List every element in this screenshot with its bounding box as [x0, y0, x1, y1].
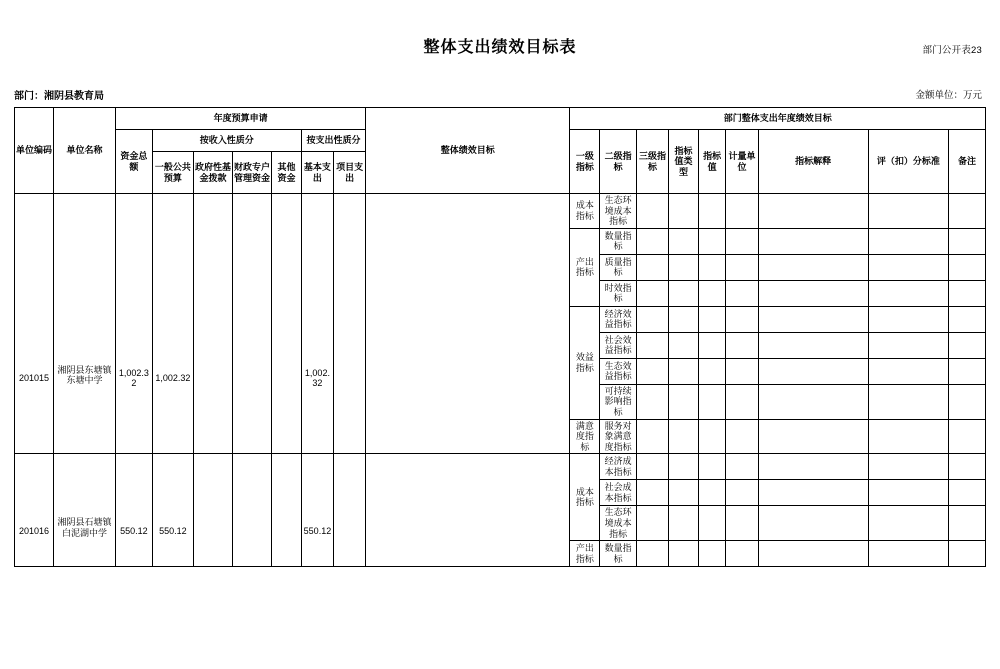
- cell-level2: 质量指标: [600, 254, 637, 280]
- cell-basic-expense: 550.12: [301, 454, 333, 567]
- col-fund-total: 资金总额: [115, 130, 152, 194]
- col-gov-fund: 政府性基金拨款: [194, 152, 233, 194]
- cell-level2: 数量指标: [600, 541, 637, 567]
- col-unit-code: 单位编码: [15, 108, 54, 194]
- col-overall-goal: 整体绩效目标: [366, 108, 570, 194]
- cell-indicator-value: [698, 506, 726, 541]
- cell-score-standard: [868, 506, 948, 541]
- cell-score-standard: [868, 254, 948, 280]
- cell-score-standard: [868, 541, 948, 567]
- cell-indicator-value-type: [669, 506, 699, 541]
- cell-indicator-value: [698, 306, 726, 332]
- cell-indicator-explain: [758, 419, 868, 454]
- performance-goal-table: [14, 107, 986, 567]
- cell-remark: [949, 194, 986, 229]
- cell-indicator-value-type: [669, 358, 699, 384]
- col-basic-expense: 基本支出: [301, 152, 333, 194]
- cell-indicator-explain: [758, 541, 868, 567]
- amount-unit-label: 金额单位：万元: [915, 90, 982, 101]
- cell-level1: 成本指标: [570, 194, 600, 229]
- cell-indicator-explain: [758, 194, 868, 229]
- cell-indicator-explain: [758, 228, 868, 254]
- cell-indicator-value-type: [669, 419, 699, 454]
- cell-fund-total: 550.12: [115, 454, 152, 567]
- col-score-standard: 评（扣）分标准: [868, 130, 948, 194]
- cell-level3: [636, 506, 668, 541]
- cell-remark: [949, 384, 986, 419]
- cell-indicator-value: [698, 358, 726, 384]
- cell-level3: [636, 454, 668, 480]
- cell-score-standard: [868, 306, 948, 332]
- cell-unit-of-measure: [726, 228, 758, 254]
- cell-level2: 经济成本指标: [600, 454, 637, 480]
- cell-unit-of-measure: [726, 280, 758, 306]
- cell-indicator-value: [698, 454, 726, 480]
- cell-remark: [949, 541, 986, 567]
- cell-indicator-explain: [758, 506, 868, 541]
- cell-level3: [636, 306, 668, 332]
- cell-indicator-explain: [758, 306, 868, 332]
- cell-indicator-value: [698, 280, 726, 306]
- cell-remark: [949, 332, 986, 358]
- cell-score-standard: [868, 419, 948, 454]
- cell-score-standard: [868, 358, 948, 384]
- cell-score-standard: [868, 384, 948, 419]
- cell-project-expense: [334, 194, 366, 454]
- cell-indicator-value: [698, 541, 726, 567]
- cell-level2: 生态环境成本指标: [600, 506, 637, 541]
- cell-indicator-value-type: [669, 306, 699, 332]
- cell-general-public-budget: 550.12: [152, 454, 193, 567]
- cell-unit-of-measure: [726, 419, 758, 454]
- col-dept-annual-goal: 部门整体支出年度绩效目标: [570, 108, 986, 130]
- col-unit-of-measure: 计量单位: [726, 130, 758, 194]
- cell-indicator-value-type: [669, 254, 699, 280]
- cell-level3: [636, 332, 668, 358]
- cell-remark: [949, 358, 986, 384]
- cell-unit-of-measure: [726, 194, 758, 229]
- cell-level3: [636, 358, 668, 384]
- cell-score-standard: [868, 194, 948, 229]
- cell-level1: 产出指标: [570, 541, 600, 567]
- cell-level2: 社会成本指标: [600, 480, 637, 506]
- cell-unit-of-measure: [726, 306, 758, 332]
- page-title: 整体支出绩效目标表: [423, 39, 577, 56]
- cell-indicator-value-type: [669, 480, 699, 506]
- cell-indicator-value-type: [669, 280, 699, 306]
- cell-level3: [636, 280, 668, 306]
- cell-score-standard: [868, 454, 948, 480]
- col-other-fund: 其他资金: [272, 152, 302, 194]
- cell-level3: [636, 254, 668, 280]
- cell-unit-code: 201016: [15, 454, 54, 567]
- cell-indicator-explain: [758, 254, 868, 280]
- cell-level2: 经济效益指标: [600, 306, 637, 332]
- cell-unit-of-measure: [726, 358, 758, 384]
- cell-unit-of-measure: [726, 384, 758, 419]
- cell-indicator-value-type: [669, 541, 699, 567]
- cell-score-standard: [868, 332, 948, 358]
- cell-level3: [636, 384, 668, 419]
- cell-unit-of-measure: [726, 254, 758, 280]
- cell-score-standard: [868, 228, 948, 254]
- cell-level2: 生态效益指标: [600, 358, 637, 384]
- cell-indicator-value-type: [669, 384, 699, 419]
- cell-level2: 数量指标: [600, 228, 637, 254]
- cell-indicator-explain: [758, 358, 868, 384]
- cell-level3: [636, 194, 668, 229]
- cell-unit-name: 湘阴县东塘镇东塘中学: [54, 194, 116, 454]
- cell-indicator-explain: [758, 454, 868, 480]
- cell-indicator-explain: [758, 280, 868, 306]
- cell-level1: 满意度指标: [570, 419, 600, 454]
- col-level1: 一级指标: [570, 130, 600, 194]
- cell-level3: [636, 419, 668, 454]
- cell-project-expense: [334, 454, 366, 567]
- col-unit-name: 单位名称: [54, 108, 116, 194]
- cell-indicator-value-type: [669, 228, 699, 254]
- form-number-note: 部门公开表23: [922, 45, 982, 56]
- col-fiscal-account: 财政专户管理资金: [233, 152, 272, 194]
- cell-score-standard: [868, 280, 948, 306]
- col-level3: 三级指标: [636, 130, 668, 194]
- col-by-expense: 按支出性质分: [301, 130, 365, 152]
- cell-indicator-value-type: [669, 454, 699, 480]
- cell-indicator-value: [698, 384, 726, 419]
- cell-level2: 服务对象满意度指标: [600, 419, 637, 454]
- cell-remark: [949, 506, 986, 541]
- col-by-income: 按收入性质分: [152, 130, 301, 152]
- cell-unit-of-measure: [726, 454, 758, 480]
- department-label: 部门：湘阴县教育局: [14, 91, 104, 102]
- col-indicator-explain: 指标解释: [758, 130, 868, 194]
- table-row: [15, 194, 986, 229]
- cell-fiscal-account: [233, 454, 272, 567]
- cell-other-fund: [272, 454, 302, 567]
- cell-level1: 产出指标: [570, 228, 600, 306]
- cell-gov-fund: [194, 194, 233, 454]
- col-general-public-budget: 一般公共预算: [152, 152, 193, 194]
- cell-level2: 时效指标: [600, 280, 637, 306]
- cell-indicator-explain: [758, 384, 868, 419]
- cell-fund-total: 1,002.32: [115, 194, 152, 454]
- cell-fiscal-account: [233, 194, 272, 454]
- cell-indicator-value-type: [669, 332, 699, 358]
- cell-general-public-budget: 1,002.32: [152, 194, 193, 454]
- col-remark: 备注: [949, 130, 986, 194]
- cell-indicator-explain: [758, 332, 868, 358]
- cell-unit-of-measure: [726, 332, 758, 358]
- cell-level3: [636, 480, 668, 506]
- cell-score-standard: [868, 480, 948, 506]
- document-page: [0, 34, 1000, 669]
- cell-unit-code: 201015: [15, 194, 54, 454]
- cell-level2: 可持续影响指标: [600, 384, 637, 419]
- cell-overall-goal: [366, 454, 570, 567]
- cell-remark: [949, 306, 986, 332]
- cell-indicator-value-type: [669, 194, 699, 229]
- cell-indicator-explain: [758, 480, 868, 506]
- cell-remark: [949, 419, 986, 454]
- cell-unit-of-measure: [726, 541, 758, 567]
- table-row: [15, 454, 986, 480]
- cell-remark: [949, 480, 986, 506]
- col-indicator-value-type: 指标值类型: [669, 130, 699, 194]
- cell-indicator-value: [698, 228, 726, 254]
- cell-indicator-value: [698, 332, 726, 358]
- col-budget-group: 年度预算申请: [115, 108, 365, 130]
- cell-unit-of-measure: [726, 506, 758, 541]
- cell-unit-of-measure: [726, 480, 758, 506]
- cell-gov-fund: [194, 454, 233, 567]
- cell-indicator-value: [698, 254, 726, 280]
- col-project-expense: 项目支出: [334, 152, 366, 194]
- cell-remark: [949, 454, 986, 480]
- cell-other-fund: [272, 194, 302, 454]
- cell-remark: [949, 228, 986, 254]
- cell-remark: [949, 280, 986, 306]
- cell-remark: [949, 254, 986, 280]
- cell-indicator-value: [698, 480, 726, 506]
- cell-level1: 成本指标: [570, 454, 600, 541]
- col-level2: 二级指标: [600, 130, 637, 194]
- cell-level2: 生态环境成本指标: [600, 194, 637, 229]
- cell-indicator-value: [698, 194, 726, 229]
- cell-overall-goal: [366, 194, 570, 454]
- col-indicator-value: 指标值: [698, 130, 726, 194]
- cell-indicator-value: [698, 419, 726, 454]
- cell-level3: [636, 541, 668, 567]
- cell-unit-name: 湘阴县石塘镇白泥湖中学: [54, 454, 116, 567]
- meta-row: [14, 87, 986, 103]
- cell-level2: 社会效益指标: [600, 332, 637, 358]
- cell-basic-expense: 1,002.32: [301, 194, 333, 454]
- cell-level1: 效益指标: [570, 306, 600, 419]
- cell-level3: [636, 228, 668, 254]
